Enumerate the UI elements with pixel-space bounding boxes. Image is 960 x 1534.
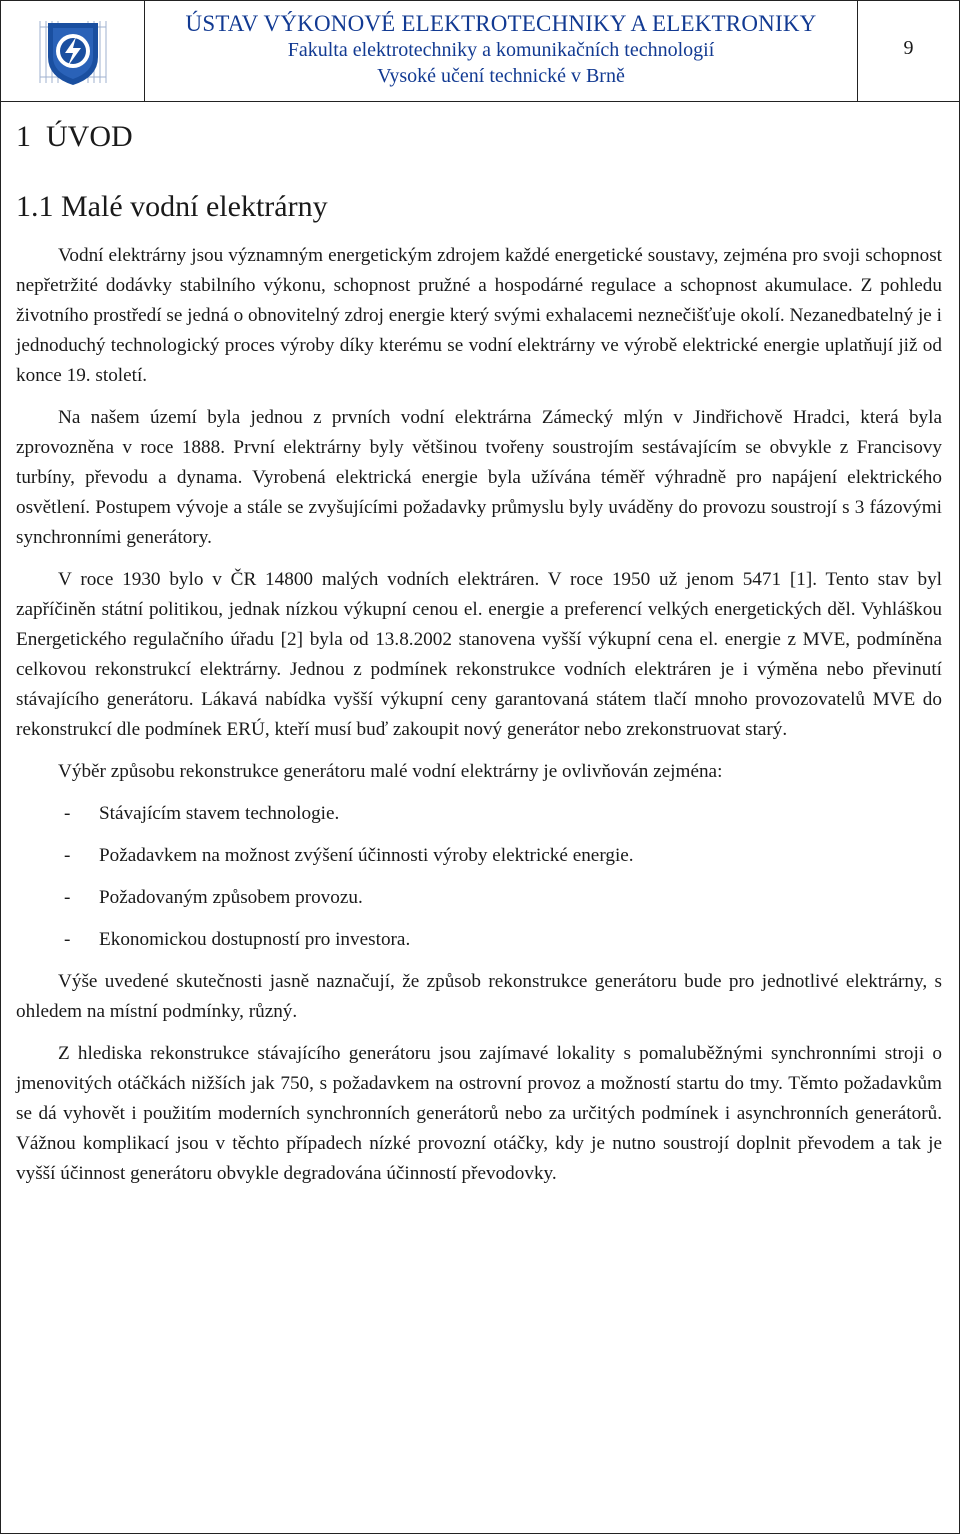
list-marker: - [64,887,71,908]
logo-cell [1,1,145,101]
page-content [16,111,942,1189]
faculty-name: Fakulta elektrotechniky a komunikačních technologií [287,39,715,61]
factor-list [16,799,942,955]
section-title: Malé vodní elektrárny [61,190,328,223]
paragraph-1: Vodní elektrárny jsou významným energetickým zdrojem každé energetické soustavy, zejména pro svoji schopnost nepřetržité dodávky stabilního výkonu, schopnost pružné a hospodárné regulace a schopnost akumulace. Z pohledu životního prostředí se jedná o obnovitelný zdroj energie který svými exhalacemi neznečišťuje okolí. Nezanedbatelný je i jednoduchý technologický proces výroby díky kterému se vodní elektrárny ve výrobě elektrické energie uplatňují již od konce 19. století. [16,245,942,386]
institute-name: ÚSTAV VÝKONOVÉ ELEKTROTECHNIKY A ELEKTRONIKY [185,11,817,36]
page-number-cell [858,1,959,101]
paragraph-4: Výběr způsobu rekonstrukce generátoru malé vodní elektrárny je ovlivňován zejména: [58,761,723,782]
page-header [1,1,959,102]
paragraph-5: Výše uvedené skutečnosti jasně naznačují, že způsob rekonstrukce generátoru bude pro jednotlivé elektrárny, s ohledem na místní podmínky, různý. [16,971,942,1022]
list-item [16,799,942,829]
university-name: Vysoké učení technické v Brně [377,65,625,87]
chapter-number: 1 [16,120,31,153]
list-marker: - [64,803,71,824]
page-number: 9 [903,37,914,59]
list-item-text: Ekonomickou dostupností pro investora. [99,929,411,950]
list-marker: - [64,845,71,866]
list-item-text: Stávajícím stavem technologie. [99,803,340,824]
university-logo [18,11,128,91]
chapter-title: ÚVOD [46,120,133,153]
chapter-heading [16,117,942,157]
list-item [16,883,942,913]
list-marker: - [64,929,71,950]
list-item [16,841,942,871]
section-heading [16,187,942,227]
list-item [16,925,942,955]
list-item-text: Požadavkem na možnost zvýšení účinnosti výroby elektrické energie. [99,845,634,866]
section-number: 1.1 [16,190,54,223]
list-item-text: Požadovaným způsobem provozu. [99,887,363,908]
paragraph-2: Na našem území byla jednou z prvních vodní elektrárna Zámecký mlýn v Jindřichově Hradci, která byla zprovozněna v roce 1888. První elektrárny byly většinou tvořeny soustrojím sestávajícím se obvykle z Francisovy turbíny, převodu a dynama. Vyrobená elektrická energie byla užívána téměř výhradně pro napájení elektrického osvětlení. Postupem vývoje a stále se zvyšujícími požadavky průmyslu byly uváděny do provozu soustrojí s 3 fázovými synchronními generátory. [16,407,942,548]
paragraph-6: Z hlediska rekonstrukce stávajícího generátoru jsou zajímavé lokality s pomaluběžnými synchronními stroji o jmenovitých otáčkách nižších jak 750, s požadavkem na ostrovní provoz a možností startu do tmy. Těmto požadavkům se dá vyhovět i použitím moderních synchronních generátorů nebo za určitých podmínek i asynchronních generátorů. Vážnou komplikací jsou v těchto případech nízké provozní otáčky, kdy je nutno soustrojí doplnit převodem a tak je vyšší účinnost generátoru obvykle degradována účinností převodovky. [16,1043,942,1184]
institute-block [145,1,858,101]
paragraph-3: V roce 1930 bylo v ČR 14800 malých vodních elektráren. V roce 1950 už jenom 5471 [1]. Tento stav byl zapříčiněn státní politikou, jednak nízkou výkupní cenou el. energie a preferencí velkých energetických děl. Vyhláškou Energetického regulačního úřadu [2] byla od 13.8.2002 stanovena vyšší výkupní cena el. energie z MVE, podmíněna celkovou rekonstrukcí elektrárny. Jednou z podmínek rekonstrukce vodních elektráren je i výměna nebo převinutí stávajícího generátoru. Lákavá nabídka vyšší výkupní ceny garantovaná státem tlačí mnoho provozovatelů MVE do rekonstrukcí dle podmínek ERÚ, kteří musí buď zakoupit nový generátor nebo zrekonstruovat starý. [16,569,942,740]
